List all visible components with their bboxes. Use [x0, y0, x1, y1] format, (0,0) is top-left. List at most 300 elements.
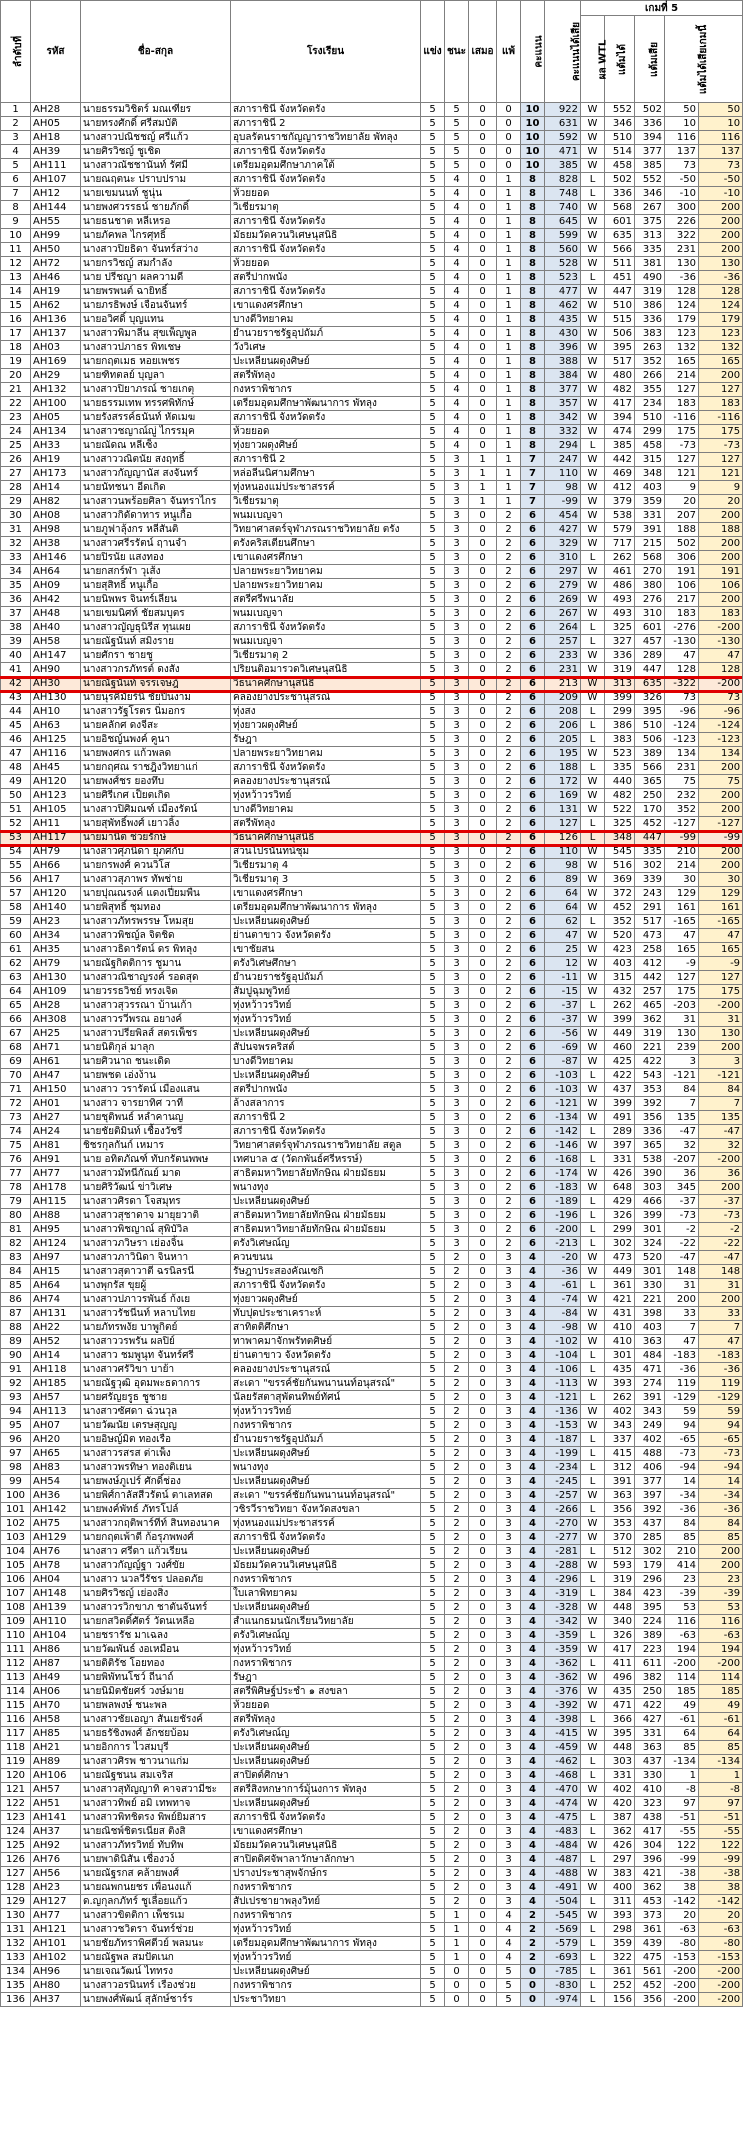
- cell-game-diff: -99: [665, 831, 699, 845]
- cell-lost: 3: [497, 1391, 521, 1405]
- table-row: [1, 1531, 743, 1545]
- cell-drawn: 0: [469, 1531, 497, 1545]
- cell-for: 512: [605, 1545, 635, 1559]
- table-row: [1, 1223, 743, 1237]
- cell-school: ปะเหลียนผดุงศิษย์: [231, 1069, 421, 1083]
- cell-school: กงหราพิชากร: [231, 383, 421, 397]
- cell-won: 3: [445, 1013, 469, 1027]
- cell-diff: 126: [545, 831, 581, 845]
- cell-diff: -153: [545, 1419, 581, 1433]
- cell-won: 3: [445, 817, 469, 831]
- cell-for: 348: [605, 831, 635, 845]
- cell-played: 5: [421, 103, 445, 117]
- cell-won: 4: [445, 341, 469, 355]
- cell-played: 5: [421, 1083, 445, 1097]
- cell-won: 3: [445, 985, 469, 999]
- cell-for: 252: [605, 1979, 635, 1993]
- table-row: [1, 1461, 743, 1475]
- cell-capped-diff: 200: [699, 1559, 743, 1573]
- table-row: [1, 551, 743, 565]
- cell-lost: 2: [497, 1209, 521, 1223]
- cell-points: 8: [521, 215, 545, 229]
- cell-rank: 46: [1, 733, 31, 747]
- cell-for: 448: [605, 1741, 635, 1755]
- cell-code: AH29: [31, 369, 81, 383]
- cell-diff: -84: [545, 1307, 581, 1321]
- cell-wtl: W: [581, 1839, 605, 1853]
- cell-lost: 3: [497, 1279, 521, 1293]
- cell-capped-diff: -200: [699, 1965, 743, 1979]
- cell-won: 5: [445, 131, 469, 145]
- table-row: [1, 1181, 743, 1195]
- cell-school: ปรางประชาสุพจักษ์กร: [231, 1867, 421, 1881]
- cell-code: AH111: [31, 159, 81, 173]
- cell-name: นางสาวศรัวิขา บาย้า: [81, 1363, 231, 1377]
- cell-name: นางสาว วรารัตน์ เมืองแสน: [81, 1083, 231, 1097]
- cell-school: ทุ่งหว้าวรวิทย์: [231, 1013, 421, 1027]
- cell-played: 5: [421, 229, 445, 243]
- cell-wtl: L: [581, 1895, 605, 1909]
- cell-rank: 121: [1, 1783, 31, 1797]
- table-row: [1, 1839, 743, 1853]
- cell-lost: 2: [497, 1097, 521, 1111]
- cell-diff: -415: [545, 1727, 581, 1741]
- table-row: [1, 845, 743, 859]
- cell-won: 2: [445, 1741, 469, 1755]
- cell-for: 394: [605, 411, 635, 425]
- cell-rank: 30: [1, 509, 31, 523]
- table-row: [1, 607, 743, 621]
- cell-points: 7: [521, 467, 545, 481]
- cell-rank: 109: [1, 1615, 31, 1629]
- col-drawn-header: เสมอ: [469, 1, 497, 103]
- cell-rank: 53: [1, 831, 31, 845]
- cell-game-diff: 161: [665, 901, 699, 915]
- table-row: [1, 1195, 743, 1209]
- cell-diff: 385: [545, 159, 581, 173]
- table-row: [1, 117, 743, 131]
- cell-game-diff: 175: [665, 425, 699, 439]
- cell-wtl: W: [581, 243, 605, 257]
- cell-name: นายกสวิดดิ์ศัตร์ วัดนเหลือ: [81, 1615, 231, 1629]
- cell-rank: 114: [1, 1685, 31, 1699]
- cell-drawn: 0: [469, 677, 497, 691]
- cell-game-diff: 134: [665, 747, 699, 761]
- cell-code: AH105: [31, 803, 81, 817]
- table-row: [1, 1783, 743, 1797]
- cell-diff: 342: [545, 411, 581, 425]
- cell-diff: -146: [545, 1139, 581, 1153]
- cell-code: AH20: [31, 1433, 81, 1447]
- cell-for: 514: [605, 145, 635, 159]
- cell-code: AH98: [31, 523, 81, 537]
- cell-name: นายวัฒนัย เตรษสุญญ: [81, 1419, 231, 1433]
- cell-capped-diff: 1: [699, 1769, 743, 1783]
- cell-lost: 3: [497, 1531, 521, 1545]
- cell-points: 6: [521, 929, 545, 943]
- cell-capped-diff: 59: [699, 1405, 743, 1419]
- cell-points: 6: [521, 1237, 545, 1251]
- cell-drawn: 1: [469, 467, 497, 481]
- cell-wtl: W: [581, 901, 605, 915]
- cell-played: 5: [421, 173, 445, 187]
- cell-school: ควนขนน: [231, 1251, 421, 1265]
- cell-diff: 62: [545, 915, 581, 929]
- cell-code: AH74: [31, 1293, 81, 1307]
- cell-for: 635: [605, 229, 635, 243]
- cell-played: 5: [421, 1153, 445, 1167]
- table-row: [1, 411, 743, 425]
- cell-drawn: 0: [469, 761, 497, 775]
- cell-points: 8: [521, 257, 545, 271]
- cell-diff: -545: [545, 1909, 581, 1923]
- cell-name: ด.ญกุลกภัทร์ ชูเลื่อยแก้ว: [81, 1895, 231, 1909]
- cell-code: AH106: [31, 1769, 81, 1783]
- cell-diff: -183: [545, 1181, 581, 1195]
- cell-played: 5: [421, 1041, 445, 1055]
- cell-points: 6: [521, 1153, 545, 1167]
- cell-won: 1: [445, 1909, 469, 1923]
- cell-lost: 2: [497, 943, 521, 957]
- cell-rank: 123: [1, 1811, 31, 1825]
- cell-game-diff: 73: [665, 691, 699, 705]
- cell-game-diff: -203: [665, 999, 699, 1013]
- cell-school: ทุ่งหนองแม่ประชาสรรค์: [231, 1517, 421, 1531]
- cell-played: 5: [421, 1125, 445, 1139]
- cell-for: 516: [605, 859, 635, 873]
- cell-diff: -328: [545, 1601, 581, 1615]
- cell-game-diff: 94: [665, 1419, 699, 1433]
- cell-code: AH124: [31, 1237, 81, 1251]
- cell-won: 2: [445, 1727, 469, 1741]
- cell-name: นางสาวอรนินทร์ เรืองช่วย: [81, 1979, 231, 1993]
- cell-for: 422: [605, 1069, 635, 1083]
- cell-game-diff: 31: [665, 1279, 699, 1293]
- cell-capped-diff: -10: [699, 187, 743, 201]
- cell-points: 6: [521, 873, 545, 887]
- cell-school: สาธิตมหาวิทยาลัยทักษิณ ฝ่ายมัธยม: [231, 1223, 421, 1237]
- cell-code: AH76: [31, 1545, 81, 1559]
- cell-diff: -245: [545, 1475, 581, 1489]
- cell-won: 2: [445, 1629, 469, 1643]
- cell-drawn: 0: [469, 537, 497, 551]
- cell-won: 3: [445, 1139, 469, 1153]
- cell-points: 8: [521, 173, 545, 187]
- cell-name: นายอิชญ์นพงค์ คูนา: [81, 733, 231, 747]
- cell-points: 6: [521, 1167, 545, 1181]
- cell-code: AH127: [31, 1895, 81, 1909]
- table-row: [1, 915, 743, 929]
- cell-school: สตรีสิงหกษาการ์มุ้นงการ พัทลุง: [231, 1783, 421, 1797]
- cell-school: วิเชียรมาตุ 4: [231, 859, 421, 873]
- cell-points: 4: [521, 1713, 545, 1727]
- cell-rank: 111: [1, 1643, 31, 1657]
- cell-name: นางสาวสุทัญญาทิ คาจสวามีชะ: [81, 1783, 231, 1797]
- cell-wtl: L: [581, 1433, 605, 1447]
- cell-rank: 81: [1, 1223, 31, 1237]
- cell-capped-diff: 200: [699, 1293, 743, 1307]
- cell-name: นางสาวณัชชานันท์ รัศมี: [81, 159, 231, 173]
- cell-against: 403: [635, 1321, 665, 1335]
- cell-school: เขาชัยสน: [231, 943, 421, 957]
- cell-for: 566: [605, 243, 635, 257]
- cell-school: สภาราชินี 2: [231, 453, 421, 467]
- cell-points: 8: [521, 411, 545, 425]
- cell-won: 4: [445, 243, 469, 257]
- cell-name: นางสาวปภาวรพันธ์ ก้งเย: [81, 1293, 231, 1307]
- cell-wtl: W: [581, 1881, 605, 1895]
- cell-name: นางสาวชัยเอญา สันเยชัรงค์: [81, 1713, 231, 1727]
- cell-drawn: 0: [469, 1069, 497, 1083]
- cell-drawn: 0: [469, 1209, 497, 1223]
- cell-against: 365: [635, 1139, 665, 1153]
- cell-code: AH79: [31, 845, 81, 859]
- cell-played: 5: [421, 635, 445, 649]
- cell-for: 717: [605, 537, 635, 551]
- cell-rank: 79: [1, 1195, 31, 1209]
- cell-rank: 6: [1, 173, 31, 187]
- cell-name: นายภรธิพงษ์ เจือนจันทร์: [81, 299, 231, 313]
- table-row: [1, 1769, 743, 1783]
- cell-against: 437: [635, 1755, 665, 1769]
- cell-capped-diff: 97: [699, 1797, 743, 1811]
- col-won-header: ชนะ: [445, 1, 469, 103]
- cell-capped-diff: -129: [699, 1391, 743, 1405]
- cell-points: 6: [521, 957, 545, 971]
- cell-won: 2: [445, 1321, 469, 1335]
- cell-name: นายภัคพล ไกรศุทธิ์: [81, 229, 231, 243]
- cell-won: 3: [445, 1097, 469, 1111]
- cell-capped-diff: 179: [699, 313, 743, 327]
- cell-played: 5: [421, 999, 445, 1013]
- cell-wtl: W: [581, 537, 605, 551]
- cell-capped-diff: 3: [699, 1055, 743, 1069]
- cell-rank: 104: [1, 1545, 31, 1559]
- cell-points: 6: [521, 943, 545, 957]
- cell-for: 387: [605, 1811, 635, 1825]
- cell-code: AH47: [31, 1069, 81, 1083]
- cell-for: 363: [605, 1489, 635, 1503]
- cell-rank: 22: [1, 397, 31, 411]
- cell-name: นายชัยติมินท์ เชื้องวัชรี: [81, 1125, 231, 1139]
- cell-points: 6: [521, 1013, 545, 1027]
- cell-played: 5: [421, 1587, 445, 1601]
- cell-game-diff: -39: [665, 1587, 699, 1601]
- cell-played: 5: [421, 873, 445, 887]
- cell-points: 4: [521, 1615, 545, 1629]
- cell-played: 5: [421, 1993, 445, 2007]
- table-row: [1, 271, 743, 285]
- cell-drawn: 0: [469, 1867, 497, 1881]
- cell-code: AH87: [31, 1657, 81, 1671]
- cell-points: 8: [521, 397, 545, 411]
- cell-name: นายศิรวิชญ์ เย่องสิ่ง: [81, 1587, 231, 1601]
- cell-school: รัษฎา: [231, 733, 421, 747]
- cell-code: AH08: [31, 509, 81, 523]
- cell-played: 5: [421, 845, 445, 859]
- cell-diff: 332: [545, 425, 581, 439]
- table-row: [1, 803, 743, 817]
- cell-won: 3: [445, 453, 469, 467]
- cell-played: 5: [421, 1825, 445, 1839]
- table-row: [1, 1713, 743, 1727]
- cell-wtl: L: [581, 621, 605, 635]
- cell-school: ทุ่งหว้าวรวิทย์: [231, 1643, 421, 1657]
- cell-lost: 1: [497, 495, 521, 509]
- cell-won: 3: [445, 1083, 469, 1097]
- table-row: [1, 901, 743, 915]
- cell-drawn: 0: [469, 719, 497, 733]
- cell-capped-diff: 47: [699, 1335, 743, 1349]
- cell-for: 648: [605, 1181, 635, 1195]
- cell-name: นางสาวปิยาภรณ์ ชายเกตุ: [81, 383, 231, 397]
- cell-played: 5: [421, 1097, 445, 1111]
- cell-points: 6: [521, 649, 545, 663]
- cell-won: 5: [445, 145, 469, 159]
- cell-lost: 3: [497, 1321, 521, 1335]
- cell-diff: 523: [545, 271, 581, 285]
- cell-name: นางสาวรสรส ต่าเพ็ง: [81, 1447, 231, 1461]
- cell-capped-diff: 84: [699, 1517, 743, 1531]
- cell-drawn: 0: [469, 1363, 497, 1377]
- cell-code: AH77: [31, 1167, 81, 1181]
- cell-diff: -121: [545, 1391, 581, 1405]
- cell-points: 7: [521, 481, 545, 495]
- cell-points: 6: [521, 1181, 545, 1195]
- cell-game-diff: 183: [665, 397, 699, 411]
- cell-capped-diff: -39: [699, 1587, 743, 1601]
- cell-lost: 2: [497, 1111, 521, 1125]
- cell-rank: 14: [1, 285, 31, 299]
- cell-points: 6: [521, 901, 545, 915]
- table-row: [1, 775, 743, 789]
- cell-wtl: W: [581, 285, 605, 299]
- cell-played: 5: [421, 901, 445, 915]
- cell-for: 393: [605, 1909, 635, 1923]
- cell-for: 370: [605, 1531, 635, 1545]
- cell-points: 6: [521, 733, 545, 747]
- cell-played: 5: [421, 439, 445, 453]
- cell-against: 422: [635, 1699, 665, 1713]
- cell-played: 5: [421, 1909, 445, 1923]
- cell-code: AH139: [31, 1601, 81, 1615]
- cell-code: AH142: [31, 1503, 81, 1517]
- cell-capped-diff: 38: [699, 1881, 743, 1895]
- cell-against: 331: [635, 1727, 665, 1741]
- cell-diff: 528: [545, 257, 581, 271]
- cell-game-diff: -73: [665, 1447, 699, 1461]
- cell-game-diff: 116: [665, 1615, 699, 1629]
- cell-game-diff: 127: [665, 383, 699, 397]
- cell-name: นายณิชพ์ชิตรเนียส ติงสิ: [81, 1825, 231, 1839]
- cell-played: 5: [421, 1895, 445, 1909]
- cell-lost: 2: [497, 957, 521, 971]
- cell-game-diff: 232: [665, 789, 699, 803]
- cell-name: นางสาวทิพย์ อมิ เทพทาจ: [81, 1797, 231, 1811]
- cell-code: AH79: [31, 957, 81, 971]
- cell-played: 5: [421, 1839, 445, 1853]
- cell-school: ห้วยยอด: [231, 1699, 421, 1713]
- cell-wtl: L: [581, 173, 605, 187]
- cell-rank: 43: [1, 691, 31, 705]
- table-row: [1, 1027, 743, 1041]
- cell-against: 257: [635, 985, 665, 999]
- cell-school: สาธิตมหาวิทยาลัยทักษิณ ฝ่ายมัธยม: [231, 1209, 421, 1223]
- cell-rank: 116: [1, 1713, 31, 1727]
- cell-drawn: 0: [469, 327, 497, 341]
- cell-played: 5: [421, 1965, 445, 1979]
- cell-name: นาย อทิตภัณฑ์ ทับกรัตนพพษ: [81, 1153, 231, 1167]
- cell-wtl: L: [581, 1195, 605, 1209]
- cell-wtl: L: [581, 1979, 605, 1993]
- cell-for: 429: [605, 1195, 635, 1209]
- cell-points: 4: [521, 1895, 545, 1909]
- cell-wtl: W: [581, 873, 605, 887]
- cell-school: พนมเบญจา: [231, 509, 421, 523]
- cell-capped-diff: -73: [699, 439, 743, 453]
- cell-won: 4: [445, 285, 469, 299]
- cell-lost: 1: [497, 467, 521, 481]
- table-row: [1, 285, 743, 299]
- cell-wtl: W: [581, 341, 605, 355]
- table-row: [1, 1405, 743, 1419]
- cell-game-diff: -200: [665, 1993, 699, 2007]
- cell-for: 262: [605, 999, 635, 1013]
- cell-won: 4: [445, 397, 469, 411]
- cell-lost: 3: [497, 1727, 521, 1741]
- cell-won: 3: [445, 495, 469, 509]
- cell-drawn: 0: [469, 985, 497, 999]
- cell-against: 427: [635, 1713, 665, 1727]
- cell-capped-diff: -200: [699, 677, 743, 691]
- cell-won: 2: [445, 1671, 469, 1685]
- cell-rank: 50: [1, 789, 31, 803]
- cell-game-diff: 502: [665, 537, 699, 551]
- cell-rank: 13: [1, 271, 31, 285]
- cell-rank: 26: [1, 453, 31, 467]
- cell-played: 5: [421, 859, 445, 873]
- cell-name: นายเขมนิศท์ ชัยสมบุตร: [81, 607, 231, 621]
- cell-code: AH137: [31, 327, 81, 341]
- cell-drawn: 0: [469, 579, 497, 593]
- cell-lost: 0: [497, 145, 521, 159]
- cell-lost: 3: [497, 1503, 521, 1517]
- cell-game-diff: 132: [665, 341, 699, 355]
- cell-for: 480: [605, 369, 635, 383]
- cell-won: 2: [445, 1405, 469, 1419]
- cell-won: 0: [445, 1979, 469, 1993]
- cell-against: 291: [635, 901, 665, 915]
- cell-lost: 2: [497, 831, 521, 845]
- cell-rank: 54: [1, 845, 31, 859]
- cell-school: นัลยรัสตาสุพัตนทิพย์ทัศน์: [231, 1391, 421, 1405]
- cell-code: AH130: [31, 691, 81, 705]
- cell-name: นางสาวพิชญาณ์ สุพิบัวิล: [81, 1223, 231, 1237]
- cell-against: 336: [635, 117, 665, 131]
- cell-name: นางสาวภวิษรา เย่องจิ้น: [81, 1237, 231, 1251]
- cell-played: 5: [421, 1349, 445, 1363]
- cell-rank: 110: [1, 1629, 31, 1643]
- cell-name: นายพิสุทธิ์ ชุมทอง: [81, 901, 231, 915]
- cell-played: 5: [421, 285, 445, 299]
- cell-game-diff: 128: [665, 663, 699, 677]
- cell-won: 2: [445, 1335, 469, 1349]
- table-row: [1, 985, 743, 999]
- cell-diff: -462: [545, 1755, 581, 1769]
- cell-played: 5: [421, 1069, 445, 1083]
- cell-school: วังวิเศษ: [231, 341, 421, 355]
- cell-name: นางสาวศุภนิดา ยุภศกับ: [81, 845, 231, 859]
